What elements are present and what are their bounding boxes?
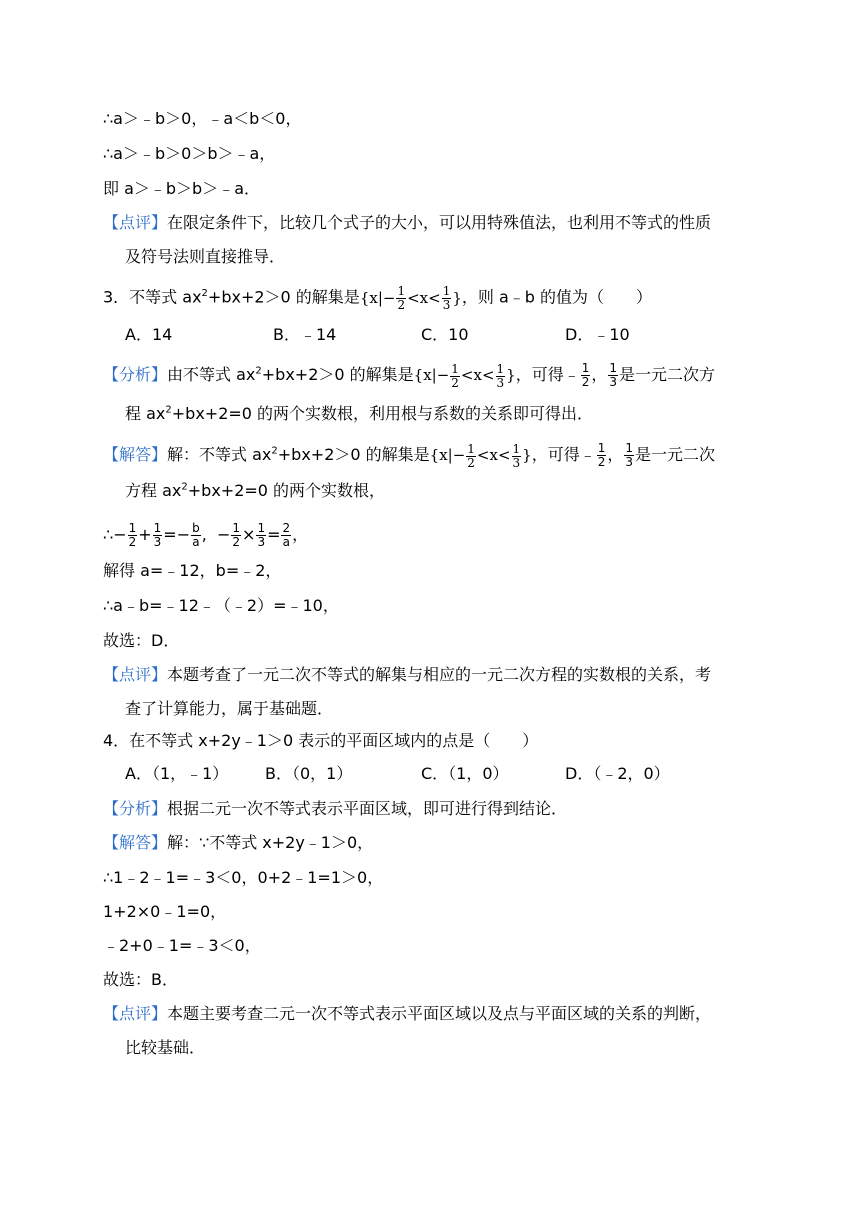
vieta-formula: ∴− $\frac{1}{2}$ + $\frac{1}{3}$ =− $\frac{b}{a}$ , − $\frac{1}{2}$ × $\frac{1}{3}$ = $\frac{2}{a}$ ， <box>103 521 309 549</box>
question-3-stem: 3．不等式 $ax^2+bx+2>0$ 的解集是{x|− $\frac{1}{2}$ <x< $\frac{1}{3}$ }，则 a﹣b 的值为（ ） <box>103 284 653 312</box>
answer-tag: 【解答】 <box>103 833 168 852</box>
text-line: 故选：B． <box>103 970 178 989</box>
solution-set-formula: {x|− $\frac{1}{2}$ <x< $\frac{1}{3}$ } <box>413 361 516 390</box>
answer-line: 【解答】解：∵不等式 x+2y﹣1＞0， <box>103 833 374 852</box>
text-line: ∴1﹣2﹣1=﹣3＜0，0+2﹣1=1＞0， <box>103 868 384 887</box>
option-c: C．10 <box>421 325 469 344</box>
solution-set-formula: {x|− $\frac{1}{2}$ <x< $\frac{1}{3}$ } <box>359 284 462 312</box>
analysis-continuation: 程 $ax^2+bx+2=0$ 的两个实数根，利用根与系数的关系即可得出． <box>125 404 594 423</box>
analysis-tag: 【分析】 <box>103 799 168 818</box>
question-3-options <box>125 324 825 346</box>
comment-continuation: 比较基础． <box>125 1038 206 1057</box>
option-d: D．（﹣2，0） <box>565 764 670 783</box>
analysis-tag: 【分析】 <box>103 365 168 384</box>
text-line: 故选：D． <box>103 631 180 650</box>
option-b: B．（0，1） <box>265 764 353 783</box>
option-a: A．（1，﹣1） <box>125 764 229 783</box>
text-line: ∴a＞﹣b＞0＞b＞﹣a， <box>103 144 276 163</box>
comment-tag: 【点评】 <box>103 213 168 232</box>
text-line: 解得 a=﹣12，b=﹣2， <box>103 561 282 580</box>
comment-line <box>103 212 860 234</box>
text-line: ∴a﹣b=﹣12﹣（﹣2）=﹣10， <box>103 596 339 615</box>
comment-tag: 【点评】 <box>103 1004 168 1023</box>
comment-line: 【点评】本题主要考查二元一次不等式表示平面区域以及点与平面区域的关系的判断， <box>103 1004 712 1023</box>
text-line: 1+2×0﹣1=0， <box>103 902 227 921</box>
answer-tag: 【解答】 <box>103 445 168 464</box>
text-line: 即 a＞﹣b＞b＞﹣a． <box>103 179 261 198</box>
option-d: D．﹣10 <box>565 325 630 344</box>
analysis-line: 【分析】由不等式 $ax^2+bx+2>0$ 的解集是{x|− $\frac{1}{2}$ <x< $\frac{1}{3}$ }，可得﹣ $\frac{1}{2}$ ， $\frac{1}{3}$ 是一元二次方 <box>103 361 716 390</box>
comment-tag: 【点评】 <box>103 665 168 684</box>
comment-text: 在限定条件下，比较几个式子的大小，可以用特殊值法，也利用不等式的性质 <box>167 213 712 232</box>
option-c: C．（1，0） <box>421 764 509 783</box>
answer-line: 【解答】解：不等式 $ax^2+bx+2>0$ 的解集是{x|− $\frac{1}{2}$ <x< $\frac{1}{3}$ }，可得﹣ $\frac{1}{2}$ ， $\frac{1}{3}$ 是一元二次 <box>103 441 716 470</box>
option-b: B．﹣14 <box>273 325 337 344</box>
question-4-options <box>125 763 825 785</box>
text-line: ∴a＞﹣b＞0，﹣a＜b＜0， <box>103 109 302 128</box>
comment-continuation: 及符号法则直接推导． <box>125 247 286 266</box>
question-4-stem: 4．在不等式 x+2y﹣1＞0 表示的平面区域内的点是（ ） <box>103 731 539 750</box>
text-line: ﹣2+0﹣1=﹣3＜0， <box>103 936 261 955</box>
option-a: A．14 <box>125 325 173 344</box>
comment-line: 【点评】本题考查了一元二次不等式的解集与相应的一元二次方程的实数根的关系，考 <box>103 665 712 684</box>
comment-continuation: 查了计算能力，属于基础题． <box>125 699 334 718</box>
analysis-line: 【分析】根据二元一次不等式表示平面区域，即可进行得到结论． <box>103 799 568 818</box>
solution-set-formula: {x|− $\frac{1}{2}$ <x< $\frac{1}{3}$ } <box>429 441 532 470</box>
answer-continuation: 方程 $ax^2+bx+2=0$ 的两个实数根， <box>125 481 386 500</box>
